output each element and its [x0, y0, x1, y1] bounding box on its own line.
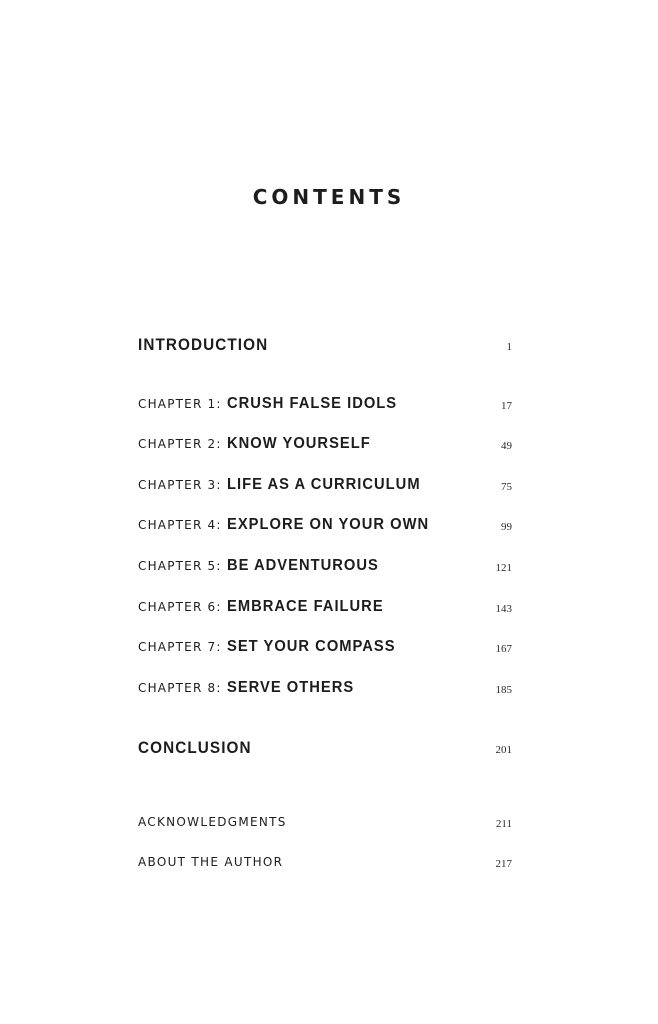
chapter-4-prefix: CHAPTER 4: — [138, 518, 222, 532]
chapter-3-page-number: 75 — [501, 481, 512, 493]
chapter-6-page-number: 143 — [495, 603, 512, 615]
introduction-page-number: 1 — [506, 341, 512, 353]
toc-entry-conclusion[interactable] — [138, 738, 512, 760]
chapter-6-title: EMBRACE FAILURE — [226, 598, 384, 615]
chapter-4-title: EXPLORE ON YOUR OWN — [226, 516, 429, 533]
chapter-2-page-number: 49 — [501, 440, 512, 452]
acknowledgments-label: ACKNOWLEDGMENTS — [138, 815, 287, 829]
chapter-6-label — [138, 597, 397, 616]
chapter-2-title: KNOW YOURSELF — [226, 435, 371, 452]
chapter-1-prefix: CHAPTER 1: — [138, 397, 222, 411]
toc-entry-chapter-1[interactable] — [138, 394, 512, 416]
chapter-4-page-number: 99 — [501, 521, 512, 533]
chapter-1-page-number: 17 — [501, 400, 512, 412]
chapter-2-label — [138, 434, 383, 453]
toc-entry-chapter-5[interactable] — [138, 556, 512, 578]
toc-entry-chapter-3[interactable] — [138, 475, 512, 497]
chapter-1-title: CRUSH FALSE IDOLS — [226, 395, 397, 412]
chapter-3-label — [138, 475, 437, 494]
chapter-7-page-number: 167 — [495, 643, 512, 655]
toc-entry-chapter-6[interactable] — [138, 597, 512, 619]
toc-entry-acknowledgments[interactable] — [138, 812, 512, 834]
chapter-8-page-number: 185 — [495, 684, 512, 696]
conclusion-label: CONCLUSION — [138, 738, 252, 757]
chapter-2-prefix: CHAPTER 2: — [138, 437, 222, 451]
introduction-label: INTRODUCTION — [138, 335, 269, 354]
about-the-author-label: ABOUT THE AUTHOR — [138, 855, 284, 869]
chapter-8-label — [138, 678, 365, 697]
acknowledgments-page-number: 211 — [495, 818, 512, 830]
toc-entry-chapter-2[interactable] — [138, 434, 512, 456]
contents-title: CONTENTS — [252, 185, 406, 209]
toc-entry-about-the-author[interactable] — [138, 852, 512, 874]
about-the-author-page-number: 217 — [495, 858, 512, 870]
chapter-7-label — [138, 637, 410, 656]
conclusion-page-number: 201 — [495, 744, 512, 756]
chapter-7-title: SET YOUR COMPASS — [226, 638, 396, 655]
chapter-3-prefix: CHAPTER 3: — [138, 478, 222, 492]
chapter-1-label — [138, 394, 412, 413]
chapter-6-prefix: CHAPTER 6: — [138, 600, 222, 614]
toc-entry-chapter-8[interactable] — [138, 678, 512, 700]
chapter-5-prefix: CHAPTER 5: — [138, 559, 222, 573]
toc-entry-chapter-7[interactable] — [138, 637, 512, 659]
toc-entry-chapter-4[interactable] — [138, 515, 512, 537]
chapter-4-label — [138, 515, 446, 534]
chapter-5-page-number: 121 — [495, 562, 512, 574]
chapter-8-title: SERVE OTHERS — [226, 679, 354, 696]
chapter-3-title: LIFE AS A CURRICULUM — [226, 476, 421, 493]
chapter-5-title: BE ADVENTUROUS — [226, 557, 379, 574]
chapter-5-label — [138, 556, 392, 575]
chapter-8-prefix: CHAPTER 8: — [138, 681, 222, 695]
chapter-7-prefix: CHAPTER 7: — [138, 640, 222, 654]
toc-entry-introduction[interactable] — [138, 335, 512, 357]
